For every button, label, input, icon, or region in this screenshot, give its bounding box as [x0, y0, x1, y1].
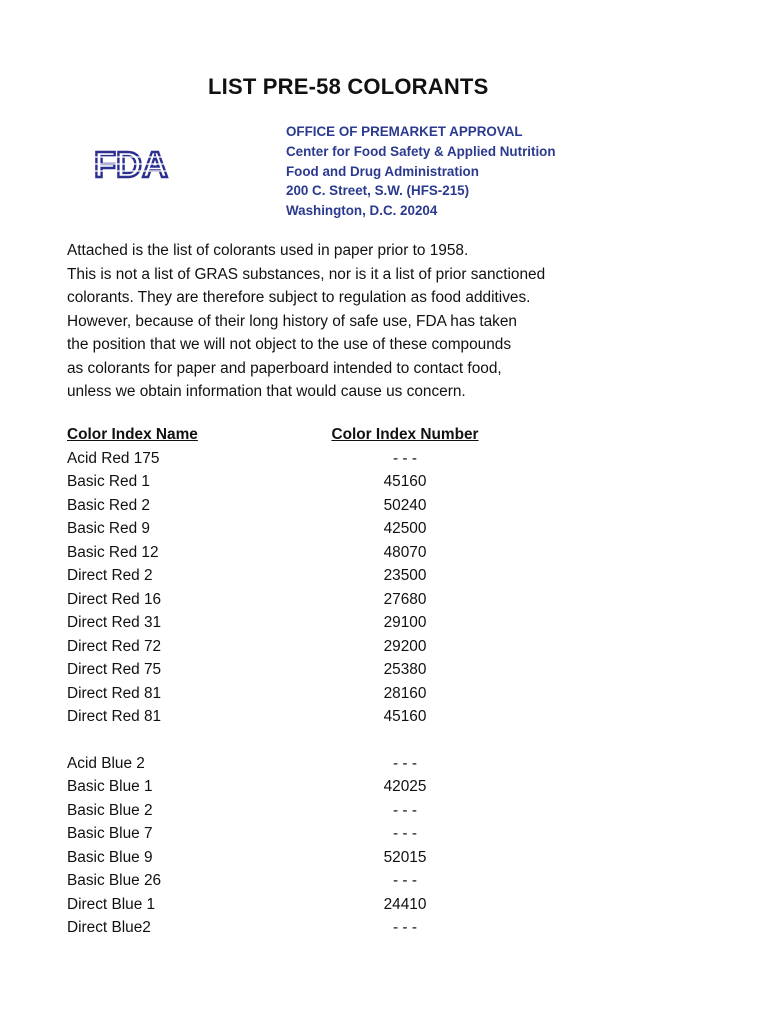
color-index-number: 48070: [383, 543, 427, 561]
colorants-table: [67, 423, 527, 940]
intro-line: colorants. They are therefore subject to regulation as food additives.: [67, 289, 531, 306]
table-row: [67, 635, 527, 659]
table-row: [67, 517, 527, 541]
color-index-number: 29200: [383, 637, 427, 655]
blue-colorants-group: [67, 752, 527, 940]
color-index-number: 27680: [383, 590, 427, 608]
color-index-number: 50240: [383, 496, 427, 514]
table-row: [67, 916, 527, 940]
table-row: [67, 447, 527, 471]
color-index-number: - - -: [393, 872, 417, 889]
intro-line: Attached is the list of colorants used in paper prior to 1958.: [67, 242, 469, 259]
color-index-name: Direct Red 75: [67, 661, 162, 678]
table-row: [67, 611, 527, 635]
color-index-number: - - -: [393, 919, 417, 936]
table-row: [67, 869, 527, 893]
color-index-name: Direct Blue 1: [67, 895, 156, 913]
color-index-number: - - -: [393, 449, 417, 467]
table-row: [67, 494, 527, 518]
color-index-number: 24410: [383, 895, 427, 913]
table-row: [67, 541, 527, 565]
color-index-number: 45160: [383, 473, 427, 490]
column-header-number: Color Index Number: [331, 426, 479, 443]
intro-line: unless we obtain information that would cause us concern.: [67, 383, 466, 400]
table-row: [67, 588, 527, 612]
color-index-name: Direct Red 2: [67, 567, 153, 584]
intro-line: However, because of their long history of safe use, FDA has taken: [67, 312, 517, 330]
table-row: [67, 775, 527, 799]
color-index-number: 25380: [383, 661, 427, 678]
intro-line: the position that we will not object to the use of these compounds: [67, 336, 512, 353]
color-index-name: Acid Blue 2: [67, 754, 145, 772]
table-row: [67, 799, 527, 823]
color-index-number: 45160: [383, 708, 427, 725]
color-index-name: Basic Blue 1: [67, 778, 153, 795]
address-line: OFFICE OF PREMARKET APPROVAL: [286, 124, 523, 139]
address-line: Center for Food Safety & Applied Nutrition: [286, 143, 556, 159]
intro-line: as colorants for paper and paperboard intended to contact food,: [67, 359, 502, 377]
color-index-name: Direct Red 81: [67, 708, 162, 725]
page-title: LIST PRE-58 COLORANTS: [208, 74, 489, 99]
color-index-name: Basic Red 2: [67, 496, 150, 514]
table-row: [67, 893, 527, 917]
fda-logo-text: FDA: [94, 145, 168, 183]
color-index-number: - - -: [393, 825, 417, 842]
color-index-name: Acid Red 175: [67, 449, 160, 467]
color-index-name: Direct Red 72: [67, 637, 162, 655]
color-index-number: 52015: [383, 848, 427, 866]
address-line: Food and Drug Administration: [286, 163, 479, 179]
color-index-number: 28160: [383, 684, 427, 702]
color-index-name: Basic Blue 7: [67, 825, 153, 842]
color-index-number: 42500: [383, 520, 427, 537]
red-colorants-group: [67, 447, 527, 729]
intro-line: This is not a list of GRAS substances, nor is it a list of prior sanctioned: [67, 265, 546, 283]
office-address: [286, 122, 556, 221]
column-header-name: Color Index Name: [67, 426, 198, 443]
intro-paragraph: [67, 239, 587, 404]
address-line: 200 C. Street, S.W. (HFS-215): [286, 183, 470, 199]
table-row: [67, 682, 527, 706]
color-index-name: Basic Red 12: [67, 543, 159, 561]
color-index-number: - - -: [393, 801, 417, 819]
color-index-name: Basic Blue 9: [67, 848, 153, 866]
table-header: [67, 423, 527, 447]
table-row: [67, 658, 527, 682]
color-index-name: Direct Red 16: [67, 590, 162, 608]
color-index-name: Direct Red 81: [67, 684, 162, 702]
color-index-name: Basic Red 9: [67, 520, 150, 537]
fda-logo: [86, 145, 176, 183]
address-line: Washington, D.C. 20204: [286, 203, 438, 219]
color-index-number: 42025: [383, 778, 427, 795]
color-index-name: Basic Blue 26: [67, 872, 162, 889]
table-row: [67, 564, 527, 588]
color-index-name: Direct Red 31: [67, 614, 162, 631]
color-index-number: 23500: [383, 567, 427, 584]
color-index-name: Basic Blue 2: [67, 801, 153, 819]
group-spacer: [67, 729, 527, 752]
color-index-name: Direct Blue2: [67, 919, 151, 936]
table-row: [67, 705, 527, 729]
color-index-number: - - -: [393, 754, 417, 772]
table-row: [67, 822, 527, 846]
color-index-number: 29100: [383, 614, 427, 631]
table-row: [67, 752, 527, 776]
table-row: [67, 470, 527, 494]
table-row: [67, 846, 527, 870]
color-index-name: Basic Red 1: [67, 473, 150, 490]
